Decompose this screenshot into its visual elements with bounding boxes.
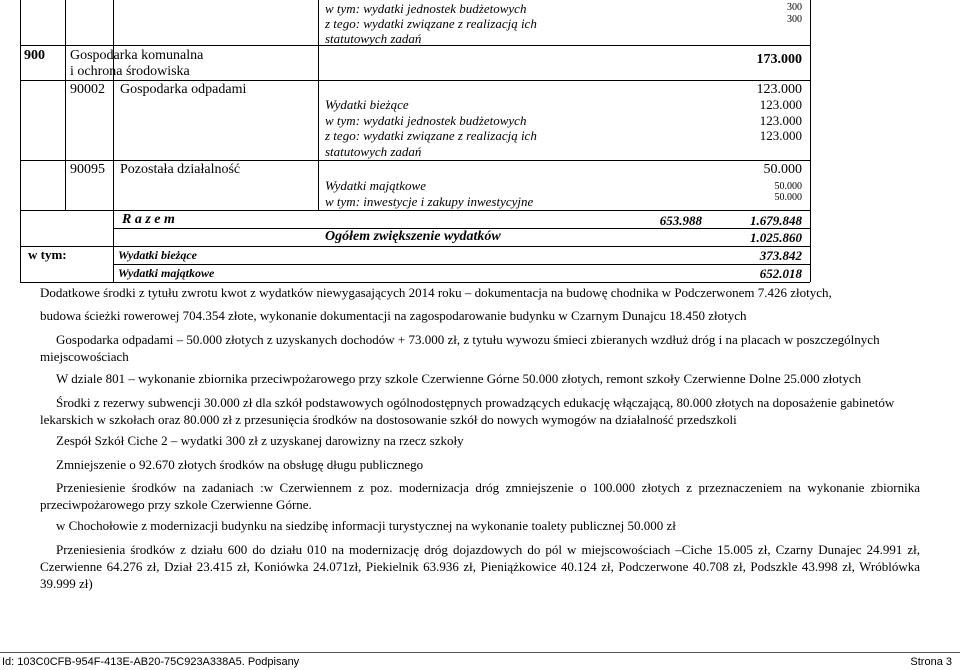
desc-line: w tym: inwestycje i zakupy inwestycyjne (325, 194, 534, 209)
section-name-900 (70, 48, 203, 80)
desc-line: w tym: wydatki jednostek budżetowych (325, 112, 527, 128)
amount-900: 173.000 (756, 52, 802, 67)
paragraph: Przeniesienia środków z działu 600 do działu 010 na modernizację dróg dojazdowych do pól w miejscowościach –Ciche 15.005 zł, Czarny Dunajec 24.991 zł, Czerwienne 64.276 zł, Dział 23.415 zł, Koniówka 24.071zł, Piekielnik 63.936 zł, Pieniążkowice 40.124 zł, Podczerwone 40.708 zł, Podszkle 43.998 zł, Wróblówka 39.999 zł) (40, 542, 920, 591)
desc-line: w tym: wydatki jednostek budżetowych (325, 1, 527, 16)
wtym-label: w tym: (28, 247, 67, 262)
top-block-amounts (760, 2, 802, 26)
section-name-90002: Gospodarka odpadami (120, 82, 247, 97)
paragraph: budowa ścieżki rowerowej 704.354 złote, wykonanie dokumentacji na zagospodarowanie budynku w Czarnym Dunajcu 18.450 złotych (40, 308, 747, 323)
section-code-900: 900 (24, 48, 45, 63)
footer-rule (0, 652, 960, 653)
amount: 50.000 (774, 181, 802, 192)
amount: 123.000 (759, 112, 802, 128)
section-code-90095: 90095 (70, 162, 105, 177)
biezace-label: Wydatki bieżące (118, 248, 197, 262)
name-line: i ochrona środowiska (70, 64, 190, 79)
amount: 300 (787, 14, 802, 25)
section-code-90002: 90002 (70, 82, 105, 97)
section-name-90095: Pozostała działalność (120, 162, 241, 177)
amount: 123.000 (759, 128, 802, 143)
amount-90002: 123.000 (756, 82, 802, 97)
footer-document-id: Id: 103C0CFB-954F-413E-AB20-75C923A338A5. Podpisany (2, 656, 300, 668)
biezace-value: 373.842 (759, 248, 802, 263)
desc-line: statutowych zadań (325, 31, 422, 46)
ogolem-value: 1.025.860 (750, 230, 802, 245)
desc-line: Wydatki majątkowe (325, 178, 426, 193)
majatkowe-label: Wydatki majątkowe (118, 266, 215, 280)
footer-page-number: Strona 3 (910, 656, 952, 668)
amount: 50.000 (774, 192, 802, 203)
paragraph: Zespół Szkół Ciche 2 – wydatki 300 zł z uzyskanej darowizny na rzecz szkoły (56, 433, 464, 448)
razem-value-1: 653.988 (659, 213, 702, 228)
paragraph: Zmniejszenie o 92.670 złotych środków na obsługę długu publicznego (56, 457, 424, 472)
razem-value-2: 1.679.848 (750, 213, 802, 228)
desc-90002 (325, 97, 537, 159)
razem-label: R a z e m (122, 212, 175, 227)
amounts-90095 (760, 181, 802, 203)
amount: 123.000 (759, 97, 802, 112)
paragraph: w Chochołowie z modernizacji budynku na siedzibę informacji turystycznej na wykonanie toalety publicznej 50.000 zł (56, 518, 676, 533)
paragraph: Dodatkowe środki z tytułu zwrotu kwot z wydatków niewygasających 2014 roku – dokumentacja na budowę chodnika w Podczerwonem 7.426 złotych, (40, 285, 832, 300)
paragraph: W dziale 801 – wykonanie zbiornika przeciwpożarowego przy szkole Czerwienne Górne 50.000 złotych, remont szkoły Czerwienne Dolne 25.000 złotych (56, 371, 862, 386)
majatkowe-value: 652.018 (759, 266, 802, 281)
paragraph: Środki z rezerwy subwencji 30.000 zł dla szkół podstawowych ogólnodostępnych prowadzących edukację włączającą, 80.000 złotych na doposażenie gabinetów lekarskich w szkołach oraz 80.000 zł z przesunięcia środków na dostosowanie szkół do nowych wymogów na działalność przedszkoli (40, 395, 895, 427)
top-block-description (325, 1, 537, 46)
paragraph: Przeniesienie środków na zadaniach :w Czerwiennem z poz. modernizacja dróg zmniejszenie o 100.000 złotych z przeznaczeniem na wykonanie zbiornika przeciwpożarowego przy szkole Czerwienne Górne. (40, 480, 920, 512)
paragraph: Gospodarka odpadami – 50.000 złotych z uzyskanych dochodów + 73.000 zł, z tytułu wywozu śmieci zbieranych wzdłuż dróg i na placach w poszczególnych miejscowościach (40, 332, 880, 364)
desc-90095 (325, 178, 533, 210)
name-line: Gospodarka komunalna (70, 48, 204, 63)
desc-line: z tego: wydatki związane z realizacją ich (325, 128, 537, 143)
amount-90095: 50.000 (763, 162, 802, 177)
amount: 300 (787, 2, 802, 13)
desc-line: z tego: wydatki związane z realizacją ich (325, 16, 537, 31)
ogolem-label: Ogółem zwiększenie wydatków (325, 229, 501, 244)
amounts-90002 (680, 97, 802, 144)
desc-line: Wydatki bieżące (325, 97, 409, 112)
desc-line: statutowych zadań (325, 143, 422, 159)
